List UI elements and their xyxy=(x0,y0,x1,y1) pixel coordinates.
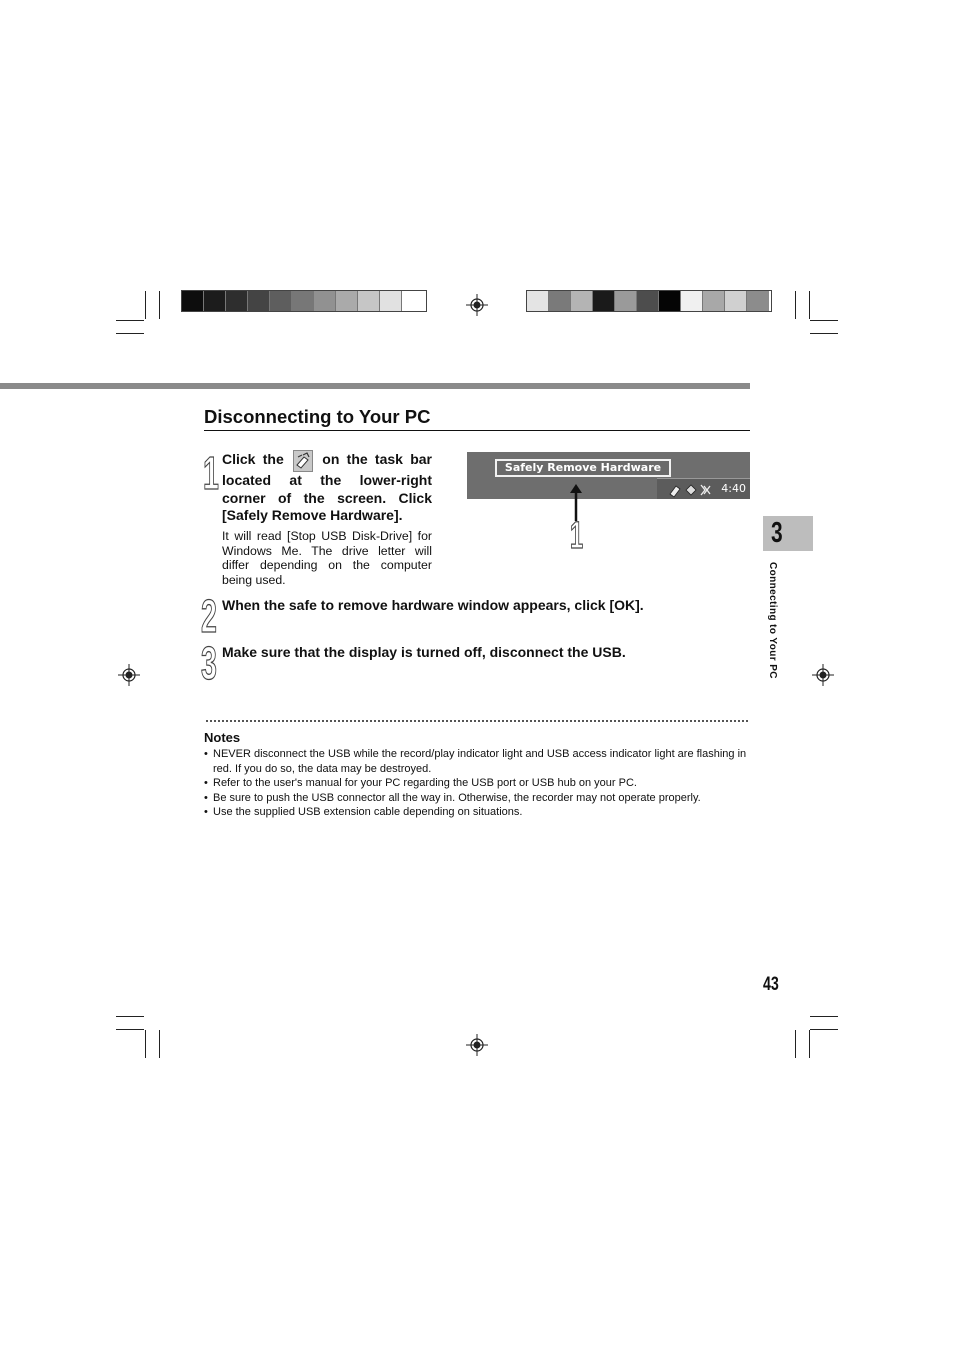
step-1-text-after: on the task bar located at the lower-right corner of the screen. Click [Safely Remove Hardware]. xyxy=(222,451,433,524)
safely-remove-hardware-icon xyxy=(293,450,313,472)
step-2-instruction: When the safe to remove hardware window appears, click [OK]. xyxy=(222,597,644,613)
registration-mark-bottom xyxy=(466,1034,488,1056)
color-strip-right-swatch xyxy=(527,291,549,311)
page-number: 43 xyxy=(763,974,779,995)
color-strip-left-swatch xyxy=(226,291,248,311)
color-strip-right-swatch xyxy=(659,291,681,311)
color-strip-right-swatch xyxy=(725,291,747,311)
chapter-tab xyxy=(763,516,813,551)
color-strip-right-swatch xyxy=(637,291,659,311)
color-strip-right-swatch xyxy=(615,291,637,311)
safely-remove-hardware-tooltip: Safely Remove Hardware xyxy=(495,459,671,477)
header-rule xyxy=(0,383,750,389)
color-strip-left-swatch xyxy=(358,291,380,311)
color-strip-right-swatch xyxy=(549,291,571,311)
step-3-instruction: Make sure that the display is turned off, disconnect the USB. xyxy=(222,644,626,660)
callout-number: 1 xyxy=(570,515,584,557)
color-strip-right-swatch xyxy=(703,291,725,311)
tray-icons xyxy=(668,482,712,498)
step-number-2: 2 xyxy=(201,590,217,642)
color-strip-right xyxy=(526,290,772,312)
registration-mark-left xyxy=(118,664,140,686)
section-title: Disconnecting to Your PC xyxy=(204,406,750,431)
step-1-instruction xyxy=(222,450,432,525)
note-item: • Be sure to push the USB connector all the way in. Otherwise, the recorder may not operate properly. xyxy=(204,791,754,806)
tray-clock: 4:40 xyxy=(721,482,746,495)
color-strip-right-swatch xyxy=(747,291,769,311)
color-strip-right-swatch xyxy=(681,291,703,311)
registration-mark-right xyxy=(812,664,834,686)
color-strip-left-swatch xyxy=(204,291,226,311)
color-strip-left-swatch xyxy=(292,291,314,311)
color-strip-left-swatch xyxy=(380,291,402,311)
note-item: • Use the supplied USB extension cable depending on situations. xyxy=(204,805,754,820)
color-strip-left-swatch xyxy=(314,291,336,311)
system-tray xyxy=(657,478,750,499)
color-strip-left-swatch xyxy=(402,291,424,311)
color-strip-right-swatch xyxy=(571,291,593,311)
step-1-text-before: Click the xyxy=(222,451,284,467)
step-number-1: 1 xyxy=(203,447,219,499)
chapter-side-label: Connecting to Your PC xyxy=(767,562,778,679)
chapter-number: 3 xyxy=(771,517,783,549)
step-number-3: 3 xyxy=(201,637,217,689)
color-strip-left-swatch xyxy=(336,291,358,311)
color-strip-left xyxy=(181,290,427,312)
taskbar-screenshot xyxy=(467,452,750,499)
notes-list xyxy=(204,747,754,820)
registration-mark-top xyxy=(466,294,488,316)
notes-divider xyxy=(206,712,748,722)
step-1-note: It will read [Stop USB Disk-Drive] for Windows Me. The drive letter will differ depending on the computer being used. xyxy=(222,529,432,587)
color-strip-right-swatch xyxy=(593,291,615,311)
note-item: • Refer to the user's manual for your PC regarding the USB port or USB hub on your PC. xyxy=(204,776,754,791)
color-strip-left-swatch xyxy=(270,291,292,311)
color-strip-left-swatch xyxy=(182,291,204,311)
note-item: • NEVER disconnect the USB while the record/play indicator light and USB access indicator light are flashing in red. If you do so, the data may be destroyed. xyxy=(204,747,754,776)
notes-title: Notes xyxy=(204,730,241,745)
color-strip-left-swatch xyxy=(248,291,270,311)
